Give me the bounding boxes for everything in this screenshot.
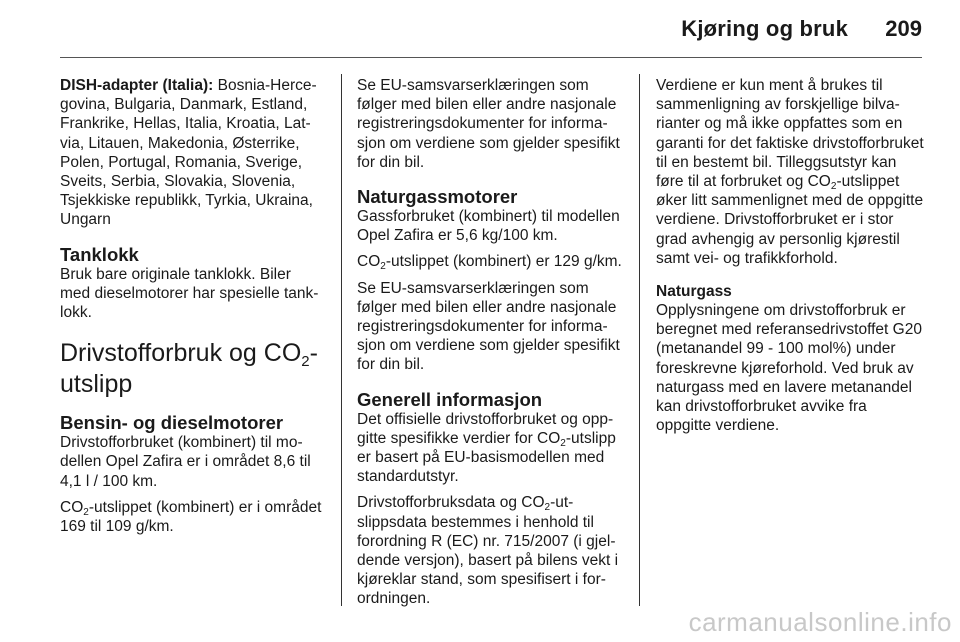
column-divider-2: [639, 74, 640, 606]
intro-a: Verdiene er kun ment å brukes til sammenligning av forskjellige bilvarianter og må ikke oppfattes som en garanti for det faktiske drivstofforbruket til en bestemt bil. Tilleggsutstyr kan føre til at forbruket og CO: [656, 77, 924, 191]
generell-heading: Generell informasjon: [357, 388, 543, 410]
column-divider-1: [341, 74, 342, 606]
section-title: [60, 338, 324, 400]
co2-b: -utslippet (kombinert) er i området 169 til 109 g/km.: [60, 498, 322, 536]
column-1: [60, 76, 324, 543]
tanklokk-heading: Tanklokk: [60, 243, 139, 265]
generell-b: -utslipp er basert på EU-basismodellen med standardutstyr.: [357, 429, 616, 486]
naturgassmotorer-text: Gassforbruket (kombinert) til modellen Opel Zafira er 5,6 kg/100 km.: [357, 208, 620, 245]
co2-b: -utslippet (kombinert) er 129 g/km.: [385, 253, 622, 271]
generell-paragraph: [357, 410, 623, 487]
naturgass-heading: Naturgass: [656, 283, 732, 301]
intro-sub: 2: [830, 181, 837, 193]
section-title-b: -utslipp: [60, 339, 318, 399]
watermark: carmanualsonline.info: [688, 607, 952, 637]
data-b: -utslippsdata bestemmes i henhold til forordning R (EC) nr. 715/2007 (i gjeldende versjon), basert på bilens vekt i kjøreklar stand, som spesifisert i forordningen.: [357, 494, 619, 608]
intro-b: -utslippet øker litt sammenlignet med de oppgitte verdiene. Drivstofforbruket er i stor grad avhengig av personlig kjørestil samt vei- og trafikkforhold.: [656, 173, 924, 267]
tanklokk-text: Bruk bare originale tanklokk. Biler med dieselmotorer har spesielle tanklokk.: [60, 265, 319, 322]
co2-a: CO: [357, 253, 381, 271]
eu-paragraph-1: Se EU-samsvarserklæringen som følger med bilen eller andre nasjonale registreringsdokumenter for informasjon om verdiene som gjelder spesifikt for din bil.: [357, 77, 620, 171]
dish-paragraph: [60, 76, 324, 230]
co2-paragraph-2: [357, 252, 623, 271]
intro-paragraph: [656, 76, 926, 268]
data-a: Drivstofforbruksdata og CO: [357, 494, 545, 512]
naturgass-text: Opplysningene om drivstofforbruk er beregnet med referansedrivstoffet G20 (metanandel 99 - 100 mol%) under foreskrevne kjøreforhold. Ved bruk av naturgass med en lavere metanandel kan drivstofforbruket avvike fra oppgitte verdiene.: [656, 302, 922, 435]
page-number: 209: [885, 16, 922, 41]
eu-paragraph-2: Se EU-samsvarserklæringen som følger med bilen eller andre nasjonale registreringsdokumenter for informasjon om verdiene som gjelder spesifikt for din bil.: [357, 279, 620, 374]
bensin-text: Drivstofforbruket (kombinert) til modellen Opel Zafira er i området 8,6 til 4,1 l / 100 km.: [60, 434, 311, 490]
generell-sub: 2: [560, 437, 566, 449]
co2-sub: 2: [83, 506, 89, 518]
column-3: [656, 76, 926, 442]
page-header: [0, 0, 960, 60]
section-title-sub: 2: [301, 353, 310, 371]
dish-label: DISH-adapter (Italia):: [60, 77, 214, 94]
header-title: Kjøring og bruk: [681, 16, 848, 41]
co2-a: CO: [60, 498, 84, 516]
generell-a: Det offisielle drivstofforbruket og oppgitte spesifikke verdier for CO: [357, 410, 614, 447]
co2-sub: 2: [380, 261, 386, 273]
section-title-a: Drivstofforbruk og CO: [60, 339, 302, 368]
column-2: [357, 76, 623, 616]
dish-text: Bosnia-Hercegovina, Bulgaria, Danmark, Estland, Frankrike, Hellas, Italia, Kroatia, Latvia, Litauen, Makedonia, Østerrike, Polen, Portugal, Romania, Sverige, Sveits, Serbia, Slovakia, Slovenia, Tsjekkiske republikk, Tyrkia, Ukraina, Ungarn: [60, 77, 317, 229]
data-sub: 2: [544, 502, 551, 514]
bensin-heading: Bensin- og dieselmotorer: [60, 412, 284, 434]
header-rule: [60, 57, 922, 58]
co2-paragraph: [60, 498, 324, 536]
naturgassmotorer-heading: Naturgassmotorer: [357, 186, 518, 208]
data-paragraph: [357, 493, 623, 608]
